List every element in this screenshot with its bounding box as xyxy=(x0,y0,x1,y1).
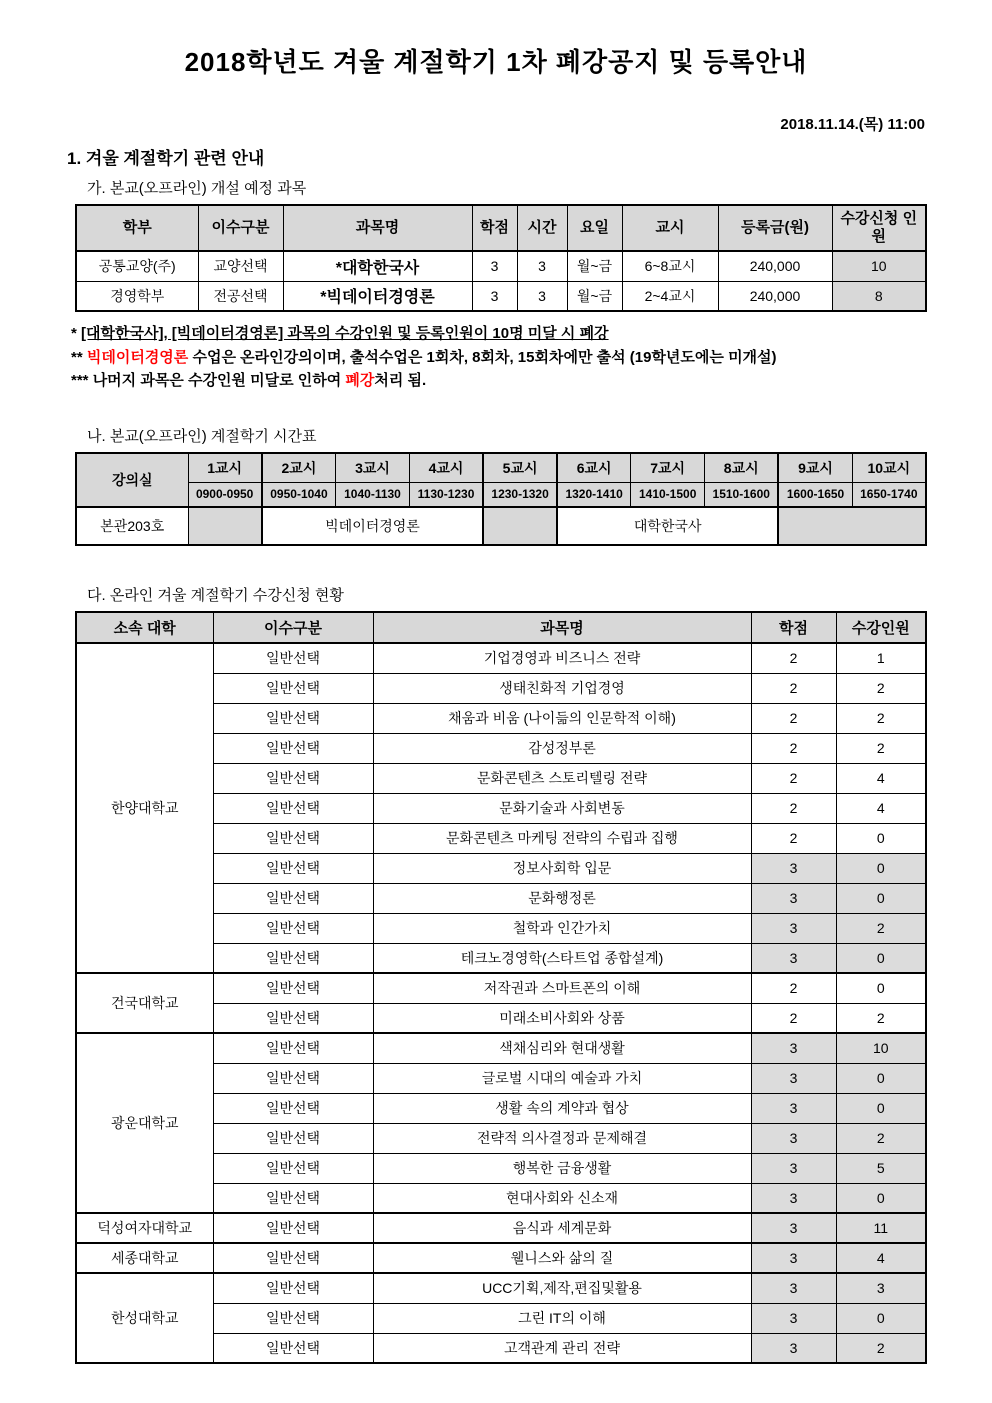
credit-cell: 3 xyxy=(751,1063,836,1093)
credit-cell: 3 xyxy=(751,1273,836,1303)
online-courses-body xyxy=(76,643,926,1363)
course-name-cell: UCC기획,제작,편집및활용 xyxy=(373,1273,751,1303)
enrolled-cell: 0 xyxy=(836,823,926,853)
course-name-cell: 기업경영과 비즈니스 전략 xyxy=(373,643,751,673)
table-cell: 공통교양(주) xyxy=(76,251,198,281)
note-1 xyxy=(71,322,925,346)
table-cell: 8 xyxy=(832,281,926,311)
period-header-cell: 3교시 xyxy=(336,453,410,482)
ga-header-cell: 학점 xyxy=(472,205,517,251)
enrolled-cell: 0 xyxy=(836,1183,926,1213)
course-type-cell: 일반선택 xyxy=(213,673,373,703)
credit-cell: 3 xyxy=(751,883,836,913)
page-title: 2018학년도 겨울 계절학기 1차 폐강공지 및 등록안내 xyxy=(184,47,808,77)
credit-cell: 3 xyxy=(751,1153,836,1183)
enrolled-cell: 4 xyxy=(836,763,926,793)
course-type-cell: 일반선택 xyxy=(213,793,373,823)
credit-cell: 3 xyxy=(751,1213,836,1243)
course-type-cell: 일반선택 xyxy=(213,1153,373,1183)
enrolled-cell: 1 xyxy=(836,643,926,673)
offline-courses-header xyxy=(76,205,926,251)
note-3-post: 처리 됨. xyxy=(374,372,427,390)
note-1-text: [대학한국사], [빅데이터경영론] 과목의 수강인원 및 등록인원이 10명 미달 시 폐강 xyxy=(81,325,609,342)
course-name-cell: 미래소비사회와 상품 xyxy=(373,1003,751,1033)
course-name-cell: 전략적 의사결정과 문제해결 xyxy=(373,1123,751,1153)
period-header-cell: 8교시 xyxy=(705,453,779,482)
note-2-text: 수업은 온라인강의이며, 출석수업은 1회차, 8회차, 15회차에만 출석 (19학년도에는 미개설) xyxy=(192,348,777,366)
da-header-cell: 이수구분 xyxy=(213,612,373,643)
credit-cell: 2 xyxy=(751,703,836,733)
credit-cell: 3 xyxy=(751,1123,836,1153)
time-header-cell: 1600-1650 xyxy=(778,482,852,507)
university-cell: 덕성여자대학교 xyxy=(76,1213,213,1243)
offline-courses-body xyxy=(76,251,926,311)
table-cell: 3 xyxy=(472,281,517,311)
course-name-cell: 음식과 세계문화 xyxy=(373,1213,751,1243)
note-3-pre: 나머지 과목은 수강인원 미달로 인하여 xyxy=(92,372,342,390)
notice-date: 2018.11.14.(목) 11:00 xyxy=(780,116,925,133)
course-block-cell: 빅데이터경영론 xyxy=(262,507,483,545)
university-cell: 광운대학교 xyxy=(76,1033,213,1213)
da-header-cell: 소속 대학 xyxy=(76,612,213,643)
course-block-cell: 대학한국사 xyxy=(557,507,778,545)
enrolled-cell: 0 xyxy=(836,1303,926,1333)
course-name-cell: 고객관계 관리 전략 xyxy=(373,1333,751,1363)
course-type-cell: 일반선택 xyxy=(213,1243,373,1273)
table-cell: 2~4교시 xyxy=(622,281,718,311)
table-row xyxy=(76,1243,926,1273)
period-header-cell: 4교시 xyxy=(409,453,483,482)
enrolled-cell: 11 xyxy=(836,1213,926,1243)
header-row xyxy=(76,612,926,643)
course-name-cell: 저작권과 스마트폰의 이해 xyxy=(373,973,751,1003)
table-row xyxy=(76,251,926,281)
course-name-cell: 웰니스와 삶의 질 xyxy=(373,1243,751,1273)
enrolled-cell: 0 xyxy=(836,1063,926,1093)
enrolled-cell: 0 xyxy=(836,853,926,883)
period-header-cell: 1교시 xyxy=(188,453,262,482)
table-row xyxy=(76,973,926,1003)
course-type-cell: 일반선택 xyxy=(213,643,373,673)
da-header-cell: 수강인원 xyxy=(836,612,926,643)
period-header-row xyxy=(76,453,926,482)
course-name-cell: 생활 속의 계약과 협상 xyxy=(373,1093,751,1123)
empty-slot-cell xyxy=(188,507,262,545)
table-row xyxy=(76,643,926,673)
credit-cell: 2 xyxy=(751,1003,836,1033)
timetable-header xyxy=(76,453,926,507)
credit-cell: 2 xyxy=(751,823,836,853)
credit-cell: 3 xyxy=(751,1093,836,1123)
course-name-cell: 생태친화적 기업경영 xyxy=(373,673,751,703)
table-row xyxy=(76,1213,926,1243)
course-name-cell: *빅데이터경영론 xyxy=(283,281,472,311)
subsection-da-heading: 다. 온라인 겨울 계절학기 수강신청 현황 xyxy=(87,587,344,605)
table-cell: 교양선택 xyxy=(198,251,283,281)
timetable-row xyxy=(76,507,926,545)
course-name-cell: 채움과 비움 (나이듦의 인문학적 이해) xyxy=(373,703,751,733)
seasonal-timetable xyxy=(75,452,927,546)
university-cell: 세종대학교 xyxy=(76,1243,213,1273)
time-header-cell: 1040-1130 xyxy=(336,482,410,507)
course-type-cell: 일반선택 xyxy=(213,733,373,763)
table-cell: 240,000 xyxy=(718,281,832,311)
credit-cell: 2 xyxy=(751,793,836,823)
time-header-cell: 1320-1410 xyxy=(557,482,631,507)
ga-header-cell: 학부 xyxy=(76,205,198,251)
university-cell: 한성대학교 xyxy=(76,1273,213,1363)
room-cell: 본관203호 xyxy=(76,507,188,545)
course-type-cell: 일반선택 xyxy=(213,943,373,973)
course-name-cell: 철학과 인간가치 xyxy=(373,913,751,943)
course-name-cell: 정보사회학 입문 xyxy=(373,853,751,883)
ga-header-cell: 등록금(원) xyxy=(718,205,832,251)
header-row xyxy=(76,205,926,251)
table-cell: 6~8교시 xyxy=(622,251,718,281)
credit-cell: 3 xyxy=(751,1303,836,1333)
time-header-cell: 1230-1320 xyxy=(483,482,557,507)
enrolled-cell: 4 xyxy=(836,793,926,823)
period-header-cell: 2교시 xyxy=(262,453,336,482)
enrolled-cell: 2 xyxy=(836,913,926,943)
table-row xyxy=(76,1033,926,1063)
university-cell: 건국대학교 xyxy=(76,973,213,1033)
course-type-cell: 일반선택 xyxy=(213,1333,373,1363)
online-courses-header xyxy=(76,612,926,643)
enrolled-cell: 10 xyxy=(836,1033,926,1063)
ga-header-cell: 수강신청 인원 xyxy=(832,205,926,251)
timetable-body xyxy=(76,507,926,545)
course-name-cell: 행복한 금융생활 xyxy=(373,1153,751,1183)
credit-cell: 2 xyxy=(751,673,836,703)
course-type-cell: 일반선택 xyxy=(213,703,373,733)
enrolled-cell: 2 xyxy=(836,733,926,763)
table-cell: 전공선택 xyxy=(198,281,283,311)
ga-header-cell: 요일 xyxy=(567,205,622,251)
enrolled-cell: 2 xyxy=(836,703,926,733)
credit-cell: 3 xyxy=(751,1243,836,1273)
offline-courses-table xyxy=(75,204,927,312)
enrolled-cell: 2 xyxy=(836,673,926,703)
ga-header-cell: 이수구분 xyxy=(198,205,283,251)
course-type-cell: 일반선택 xyxy=(213,913,373,943)
course-type-cell: 일반선택 xyxy=(213,823,373,853)
period-header-cell: 5교시 xyxy=(483,453,557,482)
course-type-cell: 일반선택 xyxy=(213,1003,373,1033)
da-header-cell: 과목명 xyxy=(373,612,751,643)
ga-header-cell: 교시 xyxy=(622,205,718,251)
time-header-cell: 0900-0950 xyxy=(188,482,262,507)
table-cell: 10 xyxy=(832,251,926,281)
empty-slot-cell xyxy=(778,507,926,545)
course-type-cell: 일반선택 xyxy=(213,1303,373,1333)
credit-cell: 3 xyxy=(751,1033,836,1063)
online-courses-table xyxy=(75,611,927,1364)
course-name-cell: *대학한국사 xyxy=(283,251,472,281)
enrolled-cell: 2 xyxy=(836,1123,926,1153)
enrolled-cell: 2 xyxy=(836,1333,926,1363)
table-cell: 월~금 xyxy=(567,281,622,311)
note-3-red: 폐강 xyxy=(345,372,375,390)
notes-block xyxy=(71,322,925,393)
course-name-cell: 글로벌 시대의 예술과 가치 xyxy=(373,1063,751,1093)
credit-cell: 2 xyxy=(751,973,836,1003)
course-name-cell: 문화콘텐츠 스토리텔링 전략 xyxy=(373,763,751,793)
note-1-marker: * xyxy=(71,325,77,342)
enrolled-cell: 0 xyxy=(836,1093,926,1123)
course-type-cell: 일반선택 xyxy=(213,1123,373,1153)
note-2 xyxy=(71,346,925,370)
course-name-cell: 현대사회와 신소재 xyxy=(373,1183,751,1213)
ga-header-cell: 과목명 xyxy=(283,205,472,251)
course-name-cell: 색채심리와 현대생활 xyxy=(373,1033,751,1063)
university-cell: 한양대학교 xyxy=(76,643,213,973)
da-header-cell: 학점 xyxy=(751,612,836,643)
course-type-cell: 일반선택 xyxy=(213,1093,373,1123)
note-3 xyxy=(71,369,925,393)
credit-cell: 3 xyxy=(751,913,836,943)
table-cell: 240,000 xyxy=(718,251,832,281)
course-type-cell: 일반선택 xyxy=(213,883,373,913)
enrolled-cell: 0 xyxy=(836,943,926,973)
credit-cell: 3 xyxy=(751,1333,836,1363)
table-cell: 월~금 xyxy=(567,251,622,281)
empty-slot-cell xyxy=(483,507,557,545)
period-header-cell: 10교시 xyxy=(852,453,926,482)
table-cell: 3 xyxy=(517,281,567,311)
time-header-cell: 0950-1040 xyxy=(262,482,336,507)
enrolled-cell: 2 xyxy=(836,1003,926,1033)
time-header-cell: 1510-1600 xyxy=(705,482,779,507)
course-type-cell: 일반선택 xyxy=(213,763,373,793)
course-name-cell: 문화기술과 사회변동 xyxy=(373,793,751,823)
table-row xyxy=(76,281,926,311)
subsection-ga-heading: 가. 본교(오프라인) 개설 예정 과목 xyxy=(87,180,307,197)
time-header-row xyxy=(76,482,926,507)
note-2-course-red: 빅데이터경영론 xyxy=(86,348,189,366)
table-cell: 3 xyxy=(517,251,567,281)
course-type-cell: 일반선택 xyxy=(213,1213,373,1243)
section-1-heading: 1. 겨울 계절학기 관련 안내 xyxy=(67,149,265,168)
credit-cell: 2 xyxy=(751,763,836,793)
course-name-cell: 문화콘텐츠 마케팅 전략의 수립과 집행 xyxy=(373,823,751,853)
time-header-cell: 1410-1500 xyxy=(631,482,705,507)
table-cell: 3 xyxy=(472,251,517,281)
note-3-marker: *** xyxy=(71,372,89,390)
course-type-cell: 일반선택 xyxy=(213,1183,373,1213)
time-header-cell: 1130-1230 xyxy=(409,482,483,507)
course-type-cell: 일반선택 xyxy=(213,973,373,1003)
enrolled-cell: 5 xyxy=(836,1153,926,1183)
course-type-cell: 일반선택 xyxy=(213,1063,373,1093)
table-row xyxy=(76,1273,926,1303)
credit-cell: 3 xyxy=(751,853,836,883)
course-type-cell: 일반선택 xyxy=(213,1273,373,1303)
note-2-marker: ** xyxy=(71,348,83,366)
period-header-cell: 7교시 xyxy=(631,453,705,482)
course-name-cell: 테크노경영학(스타트업 종합설계) xyxy=(373,943,751,973)
time-header-cell: 1650-1740 xyxy=(852,482,926,507)
period-header-cell: 6교시 xyxy=(557,453,631,482)
period-header-cell: 9교시 xyxy=(778,453,852,482)
table-cell: 경영학부 xyxy=(76,281,198,311)
credit-cell: 2 xyxy=(751,643,836,673)
ga-header-cell: 시간 xyxy=(517,205,567,251)
course-type-cell: 일반선택 xyxy=(213,1033,373,1063)
course-name-cell: 문화행정론 xyxy=(373,883,751,913)
enrolled-cell: 0 xyxy=(836,973,926,1003)
course-type-cell: 일반선택 xyxy=(213,853,373,883)
course-name-cell: 그린 IT의 이해 xyxy=(373,1303,751,1333)
course-name-cell: 감성정부론 xyxy=(373,733,751,763)
room-header-cell: 강의실 xyxy=(76,453,188,507)
credit-cell: 3 xyxy=(751,943,836,973)
credit-cell: 2 xyxy=(751,733,836,763)
enrolled-cell: 0 xyxy=(836,883,926,913)
subsection-na-heading: 나. 본교(오프라인) 계절학기 시간표 xyxy=(87,428,317,446)
enrolled-cell: 3 xyxy=(836,1273,926,1303)
enrolled-cell: 4 xyxy=(836,1243,926,1273)
credit-cell: 3 xyxy=(751,1183,836,1213)
